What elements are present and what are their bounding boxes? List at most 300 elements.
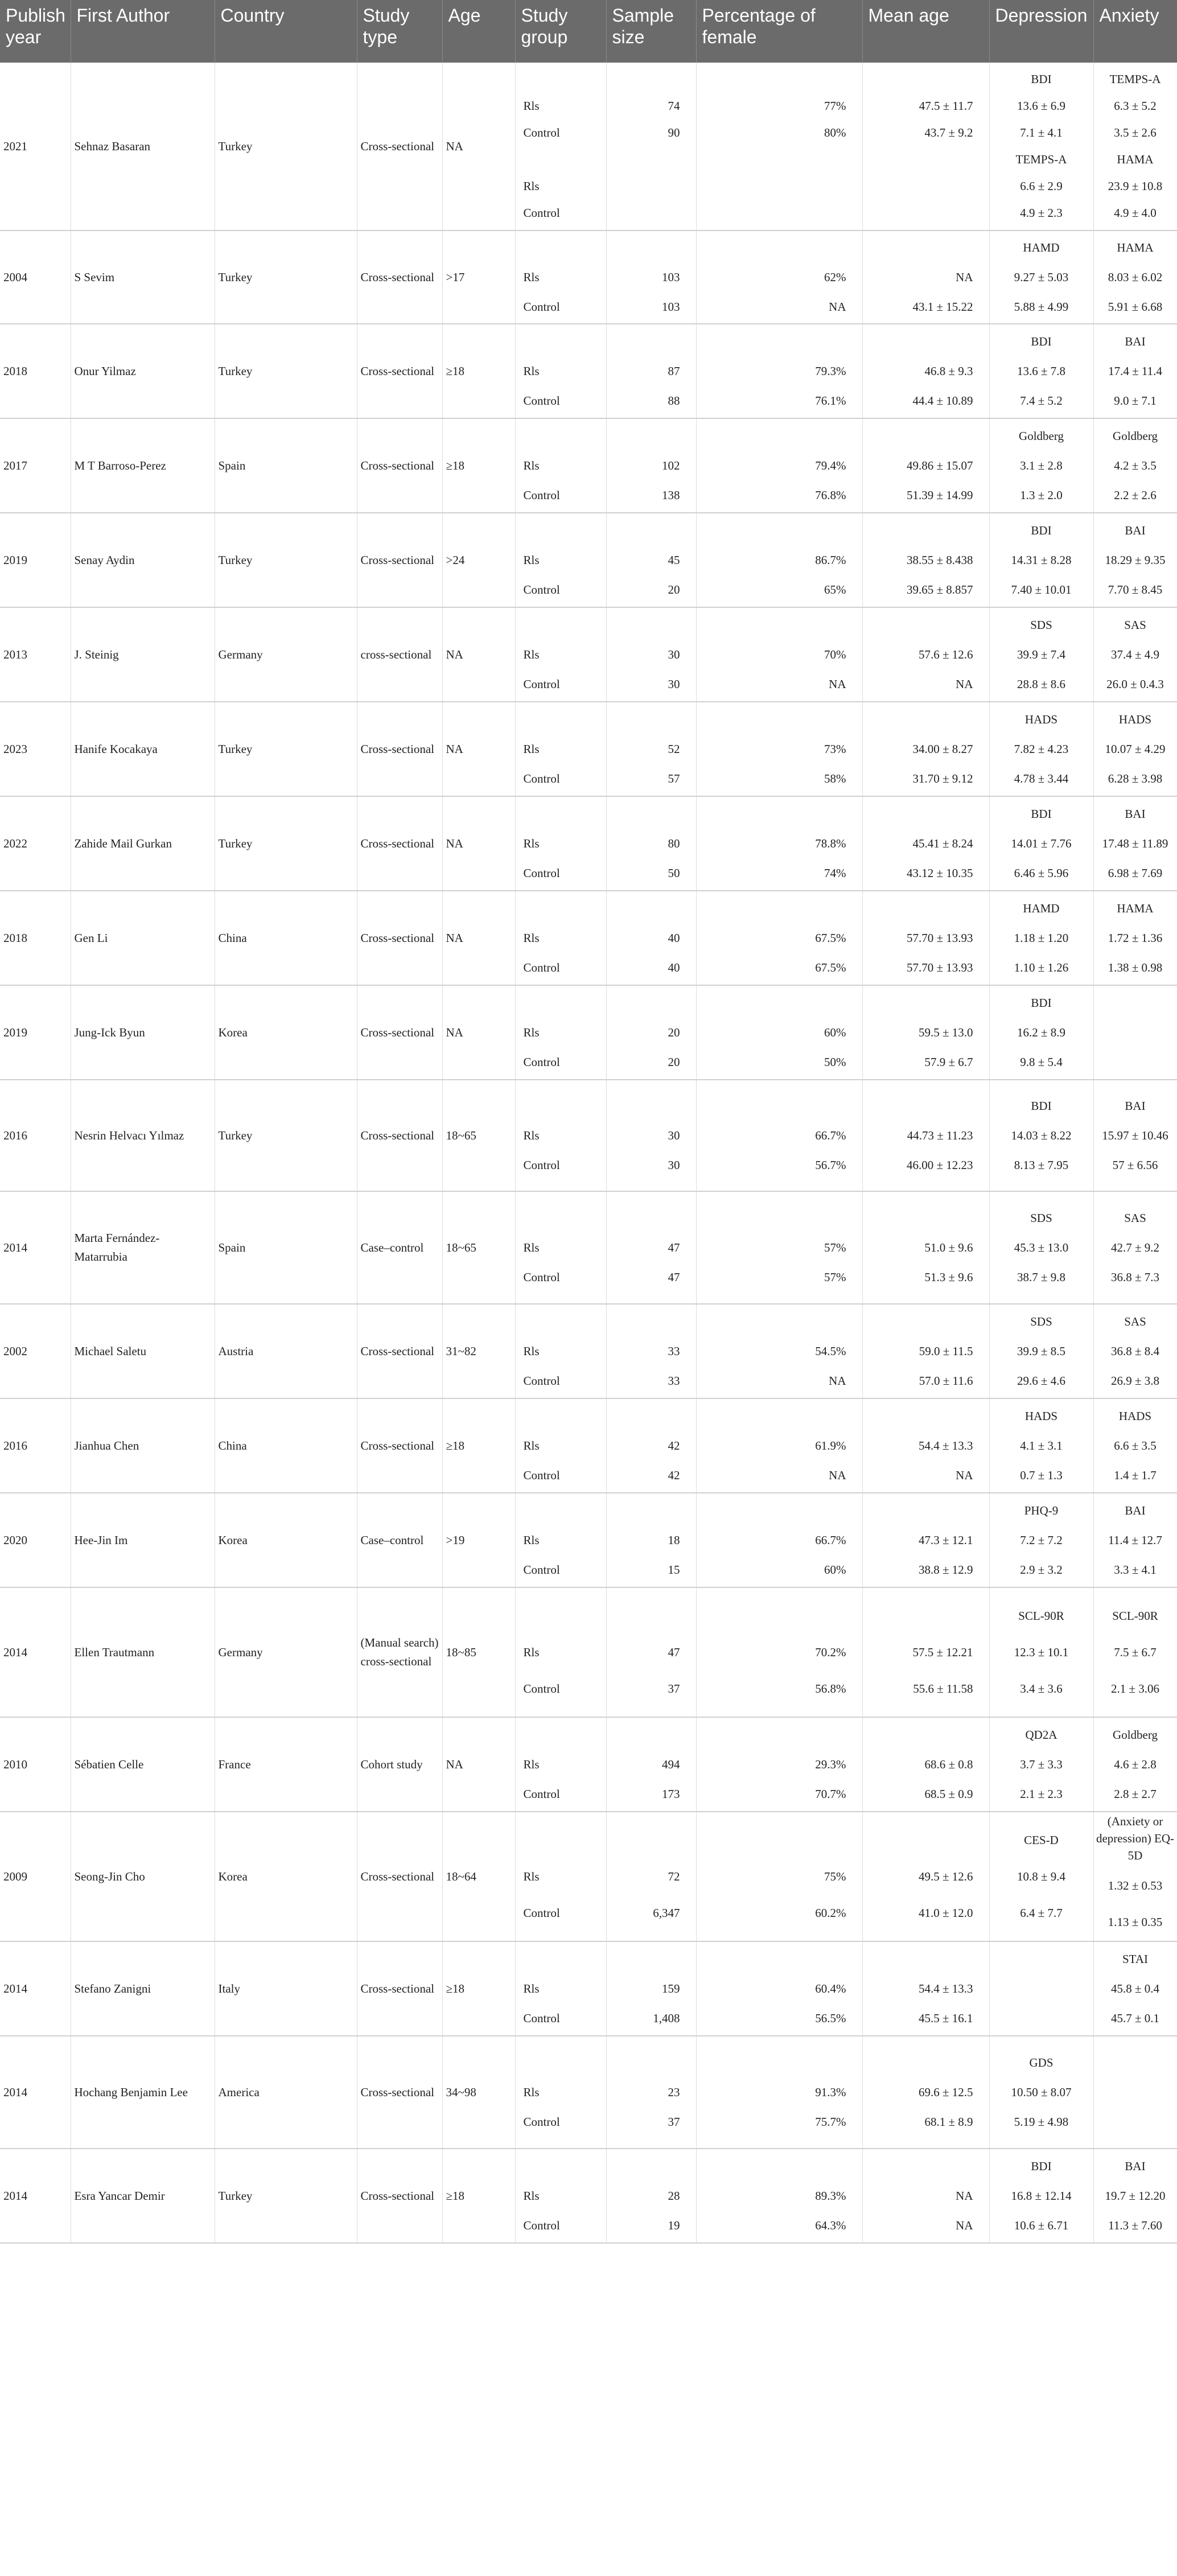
cell-study-type	[357, 1812, 442, 1941]
cell-mean-age-line	[863, 894, 989, 923]
cell-percentage-female	[696, 985, 862, 1080]
cell-percentage-female-line: 77%	[824, 99, 846, 113]
cell-study-group	[515, 1812, 606, 1941]
cell-first-author-text: Nesrin Helvacı Yılmaz	[74, 1128, 184, 1142]
cell-depression-line: 28.8 ± 8.6	[1016, 677, 1066, 691]
header-depression: Depression	[989, 0, 1093, 63]
cell-depression-line: BDI	[1031, 524, 1052, 537]
cell-sample-size-line: 40	[668, 931, 680, 945]
table-row	[0, 1941, 1177, 2036]
cell-percentage-female-line: NA	[829, 677, 846, 691]
cell-first-author-text: Onur Yilmaz	[74, 364, 136, 378]
cell-percentage-female-line: NA	[829, 1374, 846, 1388]
cell-percentage-female-line: 66.7%	[815, 1129, 846, 1142]
cell-sample-size-line	[607, 705, 696, 734]
cell-percentage-female	[696, 231, 862, 324]
cell-mean-age-line: 31.70 ± 9.12	[912, 772, 973, 785]
cell-mean-age-line	[863, 988, 989, 1018]
cell-age	[442, 1941, 515, 2036]
cell-depression-line: HADS	[1024, 713, 1058, 726]
cell-study-type-text: Cross-sectional	[360, 2188, 434, 2203]
cell-sample-size-line	[607, 988, 696, 1018]
cell-depression-line: BDI	[1031, 72, 1052, 86]
cell-percentage-female-line: 61.9%	[815, 1439, 846, 1452]
cell-anxiety	[1093, 324, 1177, 418]
cell-percentage-female-line: 64.3%	[815, 2219, 846, 2232]
cell-study-group-line	[516, 894, 606, 923]
cell-study-group-line: Rls	[523, 179, 540, 193]
cell-anxiety-line: 6.28 ± 3.98	[1108, 772, 1163, 785]
cell-anxiety-line: 15.97 ± 10.46	[1102, 1129, 1168, 1142]
cell-percentage-female-line: 79.4%	[815, 459, 846, 472]
cell-study-group-line: Control	[523, 772, 560, 785]
cell-depression-line: 5.88 ± 4.99	[1014, 300, 1069, 314]
cell-percentage-female-line: 66.7%	[815, 1533, 846, 1547]
cell-anxiety-line: 6.3 ± 5.2	[1114, 99, 1157, 113]
cell-mean-age-line: 57.5 ± 12.21	[912, 1645, 973, 1659]
table-row	[0, 513, 1177, 607]
cell-percentage-female-line	[697, 1203, 862, 1233]
cell-study-type-text: Cross-sectional	[360, 931, 434, 945]
cell-depression-line: 45.3 ± 13.0	[1014, 1241, 1069, 1254]
cell-study-group	[515, 607, 606, 702]
cell-age	[442, 796, 515, 891]
cell-depression-line: 7.4 ± 5.2	[1020, 394, 1063, 408]
cell-depression	[989, 63, 1093, 231]
cell-study-group-line: Control	[523, 1787, 560, 1801]
cell-percentage-female	[696, 796, 862, 891]
cell-sample-size-line: 20	[668, 1055, 680, 1069]
cell-anxiety-line: 2.8 ± 2.7	[1114, 1787, 1157, 1801]
cell-percentage-female-line	[697, 66, 862, 93]
cell-country-text: Turkey	[218, 270, 253, 284]
cell-study-group-line	[516, 2151, 606, 2181]
cell-first-author	[71, 1587, 215, 1717]
table-row	[0, 985, 1177, 1080]
table-row	[0, 1304, 1177, 1398]
cell-study-type-text: Cross-sectional	[360, 1981, 434, 1995]
cell-percentage-female-line	[697, 2151, 862, 2181]
cell-anxiety-line: 4.9 ± 4.0	[1114, 206, 1157, 220]
cell-percentage-female-line: 86.7%	[815, 553, 846, 567]
cell-publish-year-text: 2010	[3, 1757, 27, 1771]
cell-country	[215, 985, 357, 1080]
cell-publish-year-text: 2021	[3, 139, 27, 153]
cell-percentage-female-line	[697, 200, 862, 227]
cell-age-text: NA	[446, 647, 463, 661]
cell-study-group-line: Rls	[523, 1439, 540, 1452]
table-row	[0, 231, 1177, 324]
cell-mean-age	[862, 796, 989, 891]
cell-study-group-line	[516, 1598, 606, 1634]
cell-study-group-line: Rls	[523, 742, 540, 756]
cell-depression	[989, 1191, 1093, 1304]
cell-study-group-line: Control	[523, 1906, 560, 1920]
cell-first-author-text: Michael Saletu	[74, 1344, 147, 1358]
header-age: Age	[442, 0, 515, 63]
cell-sample-size-line: 52	[668, 742, 680, 756]
cell-mean-age-line: 49.86 ± 15.07	[906, 459, 973, 472]
cell-first-author	[71, 418, 215, 513]
cell-age-text: >17	[446, 270, 465, 284]
cell-depression-line: SDS	[1030, 618, 1052, 632]
cell-first-author	[71, 231, 215, 324]
cell-anxiety-line: BAI	[1125, 335, 1146, 348]
header-anxiety: Anxiety	[1093, 0, 1177, 63]
cell-study-group	[515, 231, 606, 324]
cell-first-author-text: Zahide Mail Gurkan	[74, 836, 172, 850]
cell-study-group-line: Rls	[523, 364, 540, 378]
cell-depression-line: SCL-90R	[1018, 1609, 1064, 1623]
cell-first-author	[71, 1398, 215, 1493]
cell-percentage-female	[696, 1717, 862, 1812]
cell-age-text: 18~65	[446, 1240, 476, 1254]
cell-sample-size-line: 57	[668, 772, 680, 785]
cell-anxiety-line: 9.0 ± 7.1	[1114, 394, 1157, 408]
cell-mean-age-line: 44.73 ± 11.23	[907, 1129, 973, 1142]
cell-sample-size-line: 37	[668, 2115, 680, 2129]
cell-anxiety-line: 11.3 ± 7.60	[1108, 2219, 1162, 2232]
cell-mean-age	[862, 2036, 989, 2149]
cell-percentage-female-line: 56.8%	[815, 1682, 846, 1696]
cell-publish-year	[0, 702, 71, 796]
cell-depression-line: BDI	[1031, 996, 1052, 1010]
cell-sample-size	[606, 2036, 696, 2149]
cell-first-author-text: Sébatien Celle	[74, 1757, 144, 1771]
cell-sample-size-line	[607, 146, 696, 173]
cell-first-author	[71, 1304, 215, 1398]
cell-mean-age-line: 54.4 ± 13.3	[918, 1439, 973, 1452]
cell-study-group	[515, 1941, 606, 2036]
cell-depression	[989, 1812, 1093, 1941]
cell-sample-size-line	[607, 1720, 696, 1750]
table-row	[0, 796, 1177, 891]
cell-age	[442, 1493, 515, 1587]
cell-mean-age-line: NA	[956, 1468, 973, 1482]
cell-mean-age	[862, 231, 989, 324]
cell-anxiety-line: HAMA	[1117, 902, 1154, 915]
cell-sample-size-line: 50	[668, 866, 680, 880]
cell-mean-age-line: 44.4 ± 10.89	[912, 394, 973, 408]
cell-mean-age-line	[863, 66, 989, 93]
cell-anxiety-line: 26.0 ± 0.4.3	[1106, 677, 1164, 691]
cell-study-group-line: Rls	[523, 2085, 540, 2099]
cell-study-type-text: Cross-sectional	[360, 553, 434, 567]
cell-depression	[989, 2149, 1093, 2243]
cell-depression-line: 3.7 ± 3.3	[1020, 1758, 1063, 1771]
cell-mean-age-line: 39.65 ± 8.857	[906, 583, 973, 596]
cell-study-type	[357, 985, 442, 1080]
cell-study-group-line	[516, 1496, 606, 1525]
cell-anxiety	[1093, 1717, 1177, 1812]
cell-depression-line: 4.1 ± 3.1	[1020, 1439, 1063, 1452]
cell-percentage-female-line	[697, 1822, 862, 1858]
cell-percentage-female-line: 54.5%	[815, 1344, 846, 1358]
cell-depression-line: 1.18 ± 1.20	[1014, 931, 1069, 945]
cell-study-group-line: Rls	[523, 270, 540, 284]
cell-mean-age-line: 47.3 ± 12.1	[918, 1533, 973, 1547]
cell-first-author	[71, 1717, 215, 1812]
cell-sample-size	[606, 702, 696, 796]
cell-age	[442, 418, 515, 513]
cell-study-type-text: Cross-sectional	[360, 1344, 434, 1358]
cell-first-author	[71, 702, 215, 796]
cell-study-group	[515, 796, 606, 891]
cell-depression-line: BDI	[1031, 335, 1052, 348]
cell-depression-line: 1.10 ± 1.26	[1014, 961, 1069, 974]
cell-study-group-line: Rls	[523, 459, 540, 472]
cell-mean-age-line: 49.5 ± 12.6	[918, 1870, 973, 1883]
header-sample-size: Sample size	[606, 0, 696, 63]
cell-publish-year	[0, 607, 71, 702]
cell-mean-age	[862, 418, 989, 513]
cell-first-author-text: Senay Aydin	[74, 553, 135, 567]
cell-mean-age-line	[863, 1401, 989, 1431]
cell-sample-size-line	[607, 2151, 696, 2181]
cell-percentage-female-line: 91.3%	[815, 2085, 846, 2099]
cell-mean-age-line: 45.41 ± 8.24	[912, 837, 973, 850]
cell-study-type	[357, 63, 442, 231]
cell-anxiety	[1093, 607, 1177, 702]
cell-percentage-female-line: 62%	[824, 270, 846, 284]
cell-mean-age-line: NA	[956, 270, 973, 284]
cell-study-group-line: Control	[523, 2115, 560, 2129]
cell-publish-year-text: 2022	[3, 836, 27, 850]
cell-anxiety	[1093, 1304, 1177, 1398]
cell-anxiety-line: 10.07 ± 4.29	[1105, 742, 1166, 756]
cell-depression-line: BDI	[1031, 2159, 1052, 2173]
cell-sample-size-line: 28	[668, 2189, 680, 2203]
cell-anxiety-line: 1.32 ± 0.53	[1108, 1879, 1163, 1892]
cell-anxiety-line: 57 ± 6.56	[1112, 1158, 1158, 1172]
cell-age	[442, 1717, 515, 1812]
cell-sample-size-line: 15	[668, 1563, 680, 1577]
cell-sample-size	[606, 2149, 696, 2243]
cell-percentage-female	[696, 1304, 862, 1398]
cell-country	[215, 1304, 357, 1398]
cell-percentage-female	[696, 418, 862, 513]
cell-mean-age	[862, 513, 989, 607]
cell-age-text: NA	[446, 836, 463, 850]
cell-study-type	[357, 1304, 442, 1398]
cell-percentage-female-line	[697, 1598, 862, 1634]
header-publish-year: Publish year	[0, 0, 71, 63]
cell-anxiety-line: HAMA	[1117, 241, 1154, 254]
cell-sample-size-line: 1,408	[653, 2011, 680, 2025]
cell-mean-age	[862, 1398, 989, 1493]
cell-study-group-line: Rls	[523, 931, 540, 945]
cell-percentage-female-line	[697, 146, 862, 173]
cell-depression-line: SDS	[1030, 1211, 1052, 1225]
cell-study-type-text: Cross-sectional	[360, 1128, 434, 1142]
cell-depression-line: 3.1 ± 2.8	[1020, 459, 1063, 472]
cell-sample-size	[606, 985, 696, 1080]
cell-mean-age-line: 57.6 ± 12.6	[918, 648, 973, 661]
cell-percentage-female-line: 65%	[824, 583, 846, 596]
cell-anxiety-line: 1.13 ± 0.35	[1108, 1915, 1163, 1929]
cell-percentage-female-line: 75.7%	[815, 2115, 846, 2129]
cell-age	[442, 324, 515, 418]
cell-age	[442, 231, 515, 324]
cell-country-text: China	[218, 931, 247, 945]
cell-anxiety-line	[1094, 1047, 1177, 1077]
cell-age	[442, 891, 515, 985]
cell-depression-line: 7.1 ± 4.1	[1020, 126, 1063, 139]
table-row	[0, 891, 1177, 985]
cell-sample-size-line: 74	[668, 99, 680, 113]
cell-mean-age	[862, 1493, 989, 1587]
cell-mean-age-line: 57.70 ± 13.93	[906, 961, 973, 974]
cell-country-text: Austria	[218, 1344, 254, 1358]
cell-first-author	[71, 2149, 215, 2243]
cell-depression	[989, 607, 1093, 702]
cell-age-text: NA	[446, 742, 463, 756]
cell-mean-age	[862, 1941, 989, 2036]
cell-first-author	[71, 891, 215, 985]
cell-study-group-line: Rls	[523, 1129, 540, 1142]
cell-percentage-female-line: NA	[829, 1468, 846, 1482]
cell-country	[215, 2149, 357, 2243]
cell-mean-age	[862, 1191, 989, 1304]
cell-first-author-text: M T Barroso-Perez	[74, 458, 166, 472]
cell-anxiety-line: 23.9 ± 10.8	[1108, 179, 1163, 193]
cell-country	[215, 63, 357, 231]
cell-sample-size-line: 20	[668, 583, 680, 596]
cell-mean-age	[862, 985, 989, 1080]
cell-publish-year-text: 2013	[3, 647, 27, 661]
cell-anxiety-line: 26.9 ± 3.8	[1110, 1374, 1160, 1388]
cell-depression-line: 7.40 ± 10.01	[1011, 583, 1072, 596]
cell-percentage-female-line	[697, 173, 862, 200]
cell-publish-year	[0, 1398, 71, 1493]
cell-first-author	[71, 796, 215, 891]
cell-study-group-line	[516, 66, 606, 93]
cell-first-author	[71, 2036, 215, 2149]
cell-study-group-line	[516, 233, 606, 262]
cell-study-group-line: Control	[523, 1270, 560, 1284]
cell-depression-line: 14.01 ± 7.76	[1011, 837, 1072, 850]
cell-anxiety-line: HADS	[1118, 1409, 1152, 1423]
cell-age-text: NA	[446, 139, 463, 153]
cell-depression	[989, 1717, 1093, 1812]
cell-sample-size-line: 40	[668, 961, 680, 974]
cell-sample-size-line: 90	[668, 126, 680, 139]
cell-study-group-line: Rls	[523, 1645, 540, 1659]
cell-depression-line: 7.2 ± 7.2	[1020, 1533, 1063, 1547]
cell-country-text: Turkey	[218, 139, 253, 153]
cell-percentage-female-line: 78.8%	[815, 837, 846, 850]
cell-study-group	[515, 1304, 606, 1398]
cell-age-text: 18~65	[446, 1128, 476, 1142]
cell-mean-age-line: 46.00 ± 12.23	[906, 1158, 973, 1172]
cell-country	[215, 513, 357, 607]
cell-mean-age	[862, 891, 989, 985]
cell-study-group-line: Rls	[523, 648, 540, 661]
table-row	[0, 2149, 1177, 2243]
cell-depression-line: Goldberg	[1019, 429, 1064, 443]
cell-depression-line	[990, 1974, 1093, 2003]
cell-sample-size	[606, 607, 696, 702]
cell-depression-line: 0.7 ± 1.3	[1020, 1468, 1063, 1482]
cell-country	[215, 891, 357, 985]
cell-first-author	[71, 1941, 215, 2036]
cell-study-type-text: Cross-sectional	[360, 836, 434, 850]
cell-sample-size-line: 45	[668, 553, 680, 567]
cell-anxiety	[1093, 1493, 1177, 1587]
cell-mean-age-line	[863, 705, 989, 734]
cell-anxiety-line	[1094, 988, 1177, 1018]
cell-age	[442, 1080, 515, 1191]
cell-publish-year-text: 2017	[3, 458, 27, 472]
cell-study-group-line: Control	[523, 1468, 560, 1482]
cell-mean-age	[862, 324, 989, 418]
cell-percentage-female-line: 60.2%	[815, 1906, 846, 1920]
cell-mean-age-line: 34.00 ± 8.27	[912, 742, 973, 756]
cell-study-group-line	[516, 516, 606, 545]
cell-study-group-line: Control	[523, 1055, 560, 1069]
cell-publish-year	[0, 2036, 71, 2149]
cell-depression-line: 39.9 ± 8.5	[1016, 1344, 1066, 1358]
cell-publish-year	[0, 1493, 71, 1587]
cell-percentage-female-line: 67.5%	[815, 931, 846, 945]
cell-anxiety-line	[1094, 2048, 1177, 2077]
cell-study-group-line: Control	[523, 1563, 560, 1577]
cell-country-text: Turkey	[218, 742, 253, 756]
cell-mean-age-line: 68.6 ± 0.8	[924, 1758, 973, 1771]
cell-study-type-text: cross-sectional	[360, 647, 432, 661]
cell-sample-size-line: 159	[662, 1982, 680, 1995]
cell-depression-line: HAMD	[1023, 902, 1060, 915]
cell-first-author	[71, 63, 215, 231]
cell-study-group	[515, 1398, 606, 1493]
cell-study-type	[357, 513, 442, 607]
cell-age-text: NA	[446, 1025, 463, 1039]
table-row	[0, 1812, 1177, 1941]
cell-percentage-female-line: 60%	[824, 1026, 846, 1039]
cell-first-author-text: Ellen Trautmann	[74, 1645, 155, 1659]
cell-first-author-text: Hee-Jin Im	[74, 1533, 128, 1547]
cell-sample-size-line	[607, 1598, 696, 1634]
cell-publish-year	[0, 1812, 71, 1941]
cell-anxiety-line: BAI	[1125, 2159, 1146, 2173]
cell-anxiety-line: SAS	[1124, 1211, 1146, 1225]
cell-study-type	[357, 2036, 442, 2149]
cell-study-group-line: Control	[523, 583, 560, 596]
cell-country-text: Turkey	[218, 553, 253, 567]
cell-depression-line: HADS	[1024, 1409, 1058, 1423]
table-row	[0, 418, 1177, 513]
cell-sample-size-line	[607, 1091, 696, 1121]
cell-first-author	[71, 513, 215, 607]
cell-mean-age-line	[863, 1944, 989, 1974]
cell-sample-size	[606, 513, 696, 607]
cell-mean-age-line	[863, 327, 989, 356]
cell-country	[215, 2036, 357, 2149]
cell-anxiety	[1093, 418, 1177, 513]
cell-publish-year	[0, 1717, 71, 1812]
cell-depression-line: 10.6 ± 6.71	[1014, 2219, 1069, 2232]
cell-depression	[989, 513, 1093, 607]
cell-percentage-female-line	[697, 516, 862, 545]
cell-age	[442, 1191, 515, 1304]
cell-percentage-female-line: 60.4%	[815, 1982, 846, 1995]
cell-anxiety-line: 1.38 ± 0.98	[1108, 961, 1163, 974]
cell-publish-year-text: 2020	[3, 1533, 27, 1547]
cell-percentage-female-line	[697, 1307, 862, 1336]
cell-mean-age-line	[863, 610, 989, 640]
cell-sample-size-line: 6,347	[653, 1906, 680, 1920]
cell-country	[215, 1587, 357, 1717]
